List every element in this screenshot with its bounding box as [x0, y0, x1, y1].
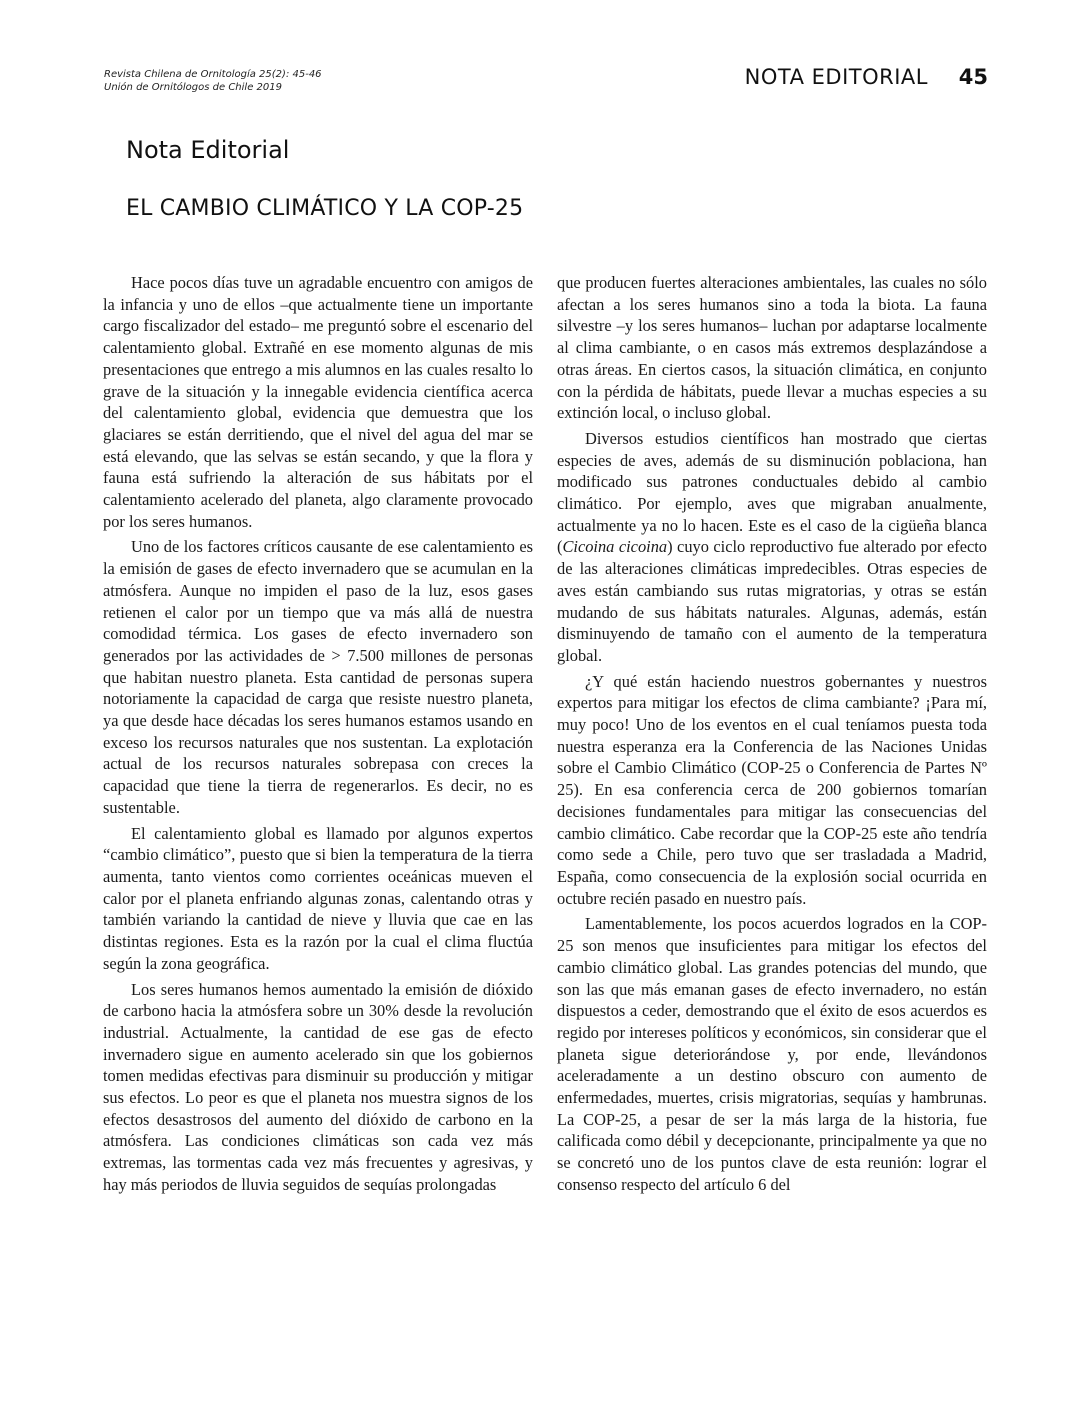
- species-name: Cicoina cicoina: [562, 537, 668, 557]
- paragraph: ¿Y qué están haciendo nuestros gobernantes y nuestros expertos para mitigar los efectos de clima cambiante? ¡Para mí, muy poco! Uno de los eventos en el cual teníamos puesta toda nuestra esperanza era la Conferencia de las Naciones Unidas sobre el Cambio Climático (COP-25 o Conferencia de Partes Nº 25). En esa conferencia cerca de 200 gobiernos tomarían decisiones fundamentales para mitigar las consecuencias del cambio climático. Cabe recordar que la COP-25 este año tendría como sede a Chile, pero tuvo que ser trasladada a Madrid, España, como consecuencia de la explosión social ocurrida en octubre recién pasado en nuestro país.: [557, 671, 987, 908]
- page-number: 45: [958, 65, 988, 89]
- paragraph: Los seres humanos hemos aumentado la emisión de dióxido de carbono hacia la atmósfera sobre un 30% desde la revolución industrial. Actualmente, la cantidad de ese gas de efecto invernadero sigue en aumento acelerado sin que los gobiernos tomen medidas efectivas para disminuir su producción y mitigar sus efectos. Lo peor es que el planeta nos muestra signos de los efectos desastrosos del aumento del dióxido de carbono en la atmósfera. Las condiciones climáticas son cada vez más extremas, las tormentas cada vez más frecuentes y agresivas, y hay más periodos de lluvia seguidos de sequías prolongadas: [103, 979, 533, 1194]
- body-column-right: [557, 272, 987, 1196]
- paragraph: Lamentablemente, los pocos acuerdos logrados en la COP-25 son menos que insuficientes para mitigar los efectos del cambio climático global. Las grandes potencias del mundo, que son las que más emanan gases de efecto invernadero, no están dispuestos a ceder, demostrando que el éxito de esos acuerdos es regido por intereses políticos y económicos, sin considerar que el planeta sigue deteriorándose y, por ende, llevándonos aceleradamente a un destino obscuro con aumento de enfermedades, muertes, crisis migratorias, sequías y hambrunas. La COP-25, a pesar de ser la más larga de la historia, fue calificada como débil y decepcionante, principalmente ya que no se concretó uno de los puntos clave de esta reunión: lograr el consenso respecto del artículo 6 del: [557, 914, 987, 1194]
- paragraph-text: ) cuyo ciclo reproductivo fue alterado por efecto de las alteraciones climáticas impredecibles. Otras especies de aves están cambiando sus rutas migratorias, y otras se están mudando de sus hábitats naturales. Algunas, además, están disminuyendo de tamaño con el aumento de la temperatura global.: [557, 537, 987, 665]
- body-column-left: [103, 272, 533, 1196]
- article-title: EL CAMBIO CLIMÁTICO Y LA COP-25: [126, 196, 524, 221]
- paragraph: El calentamiento global es llamado por algunos expertos “cambio climático”, puesto que si bien la temperatura de la tierra aumenta, tanto vientos como corrientes oceánicas mueven el calor por el planeta enfriando algunas zonas, calentando otras y también variando la cantidad de nieve y lluvia que cae en las distintas regiones. Esta es la razón por la cual el clima fluctúa según la zona geográfica.: [103, 823, 533, 973]
- journal-citation-line: Revista Chilena de Ornitología 25(2): 45-46: [104, 69, 322, 80]
- section-label: NOTA EDITORIAL: [744, 65, 928, 89]
- paragraph: Uno de los factores críticos causante de ese calentamiento es la emisión de gases de efecto invernadero que se acumulan en la atmósfera. Aunque no impiden el paso de la luz, esos gases retienen el calor por un tiempo que va más allá de nuestra comodidad térmica. Los gases de efecto invernadero son generados por las actividades de > 7.500 millones de personas que habitan nuestro planeta. Esta cantidad de personas supera notoriamente la capacidad de carga que resiste nuestro planeta, ya que desde hace décadas los seres humanos estamos usando en exceso los recursos naturales que nos sustentan. La explotación actual de los recursos naturales sobrepasa con creces la capacidad que tiene la tierra de regenerarlos. Es decir, no es sustentable.: [103, 537, 533, 817]
- paragraph: Hace pocos días tuve un agradable encuentro con amigos de la infancia y uno de ellos –que actualmente tiene un importante cargo fiscalizador del estado– me preguntó sobre el escenario del calentamiento global. Extrañé en ese momento algunas de mis presentaciones que entrego a mis alumnos en las cuales resalto lo grave de la situación y la innegable evidencia científica acerca del calentamiento global, evidencia que demuestra que los glaciares se están derritiendo, que el nivel del agua del mar se está elevando, que las selvas se están secando, y que la flora y fauna está sufriendo la alteración de sus hábitats por el calentamiento acelerado del planeta, algo claramente provocado por los seres humanos.: [103, 273, 533, 531]
- journal-publisher-line: Unión de Ornitólogos de Chile 2019: [104, 82, 282, 93]
- paragraph-text: Diversos estudios científicos han mostrado que ciertas especies de aves, además de su disminución poblaciona, han modificado sus patrones conductuales debido al cambio climático. Por ejemplo, aves que migraban anualmente, actualmente ya no lo hacen. Este es el caso de la cigüeña blanca (: [557, 428, 987, 557]
- paragraph: [557, 428, 987, 667]
- article-kicker: Nota Editorial: [126, 136, 290, 164]
- paragraph-continuation: que producen fuertes alteraciones ambientales, las cuales no sólo afectan a los seres humanos sino a toda la biota. La fauna silvestre –y los seres humanos– luchan por adaptarse localmente al clima cambiante, o en casos más extremos desplazándose a otras áreas. En ciertos casos, la situación climática, en conjunto con la pérdida de hábitats, puede llevar a muchas especies a su extinción local, o incluso global.: [557, 273, 987, 423]
- running-header: [104, 64, 988, 104]
- journal-citation: [104, 68, 322, 94]
